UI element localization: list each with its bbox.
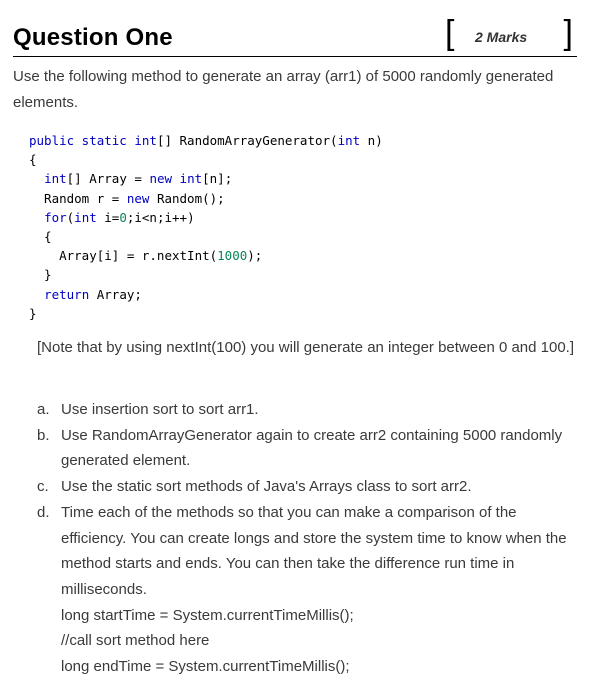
code-line: } xyxy=(29,305,37,321)
question-header xyxy=(13,14,577,57)
list-item-text: Use insertion sort to sort arr1. xyxy=(61,401,259,418)
code-line: Array[i] = r.nextInt(1000); xyxy=(29,248,263,264)
list-marker: b. xyxy=(37,426,50,444)
list-item-text: Use RandomArrayGenerator again to create arr2 containing 5000 randomly generated element. xyxy=(61,426,563,470)
list-item xyxy=(37,500,582,680)
list-item-text: Time each of the methods so that you can make a comparison of the efficiency. You can create longs and store the system time to know when the method starts and ends. You can then take the difference run time in milliseconds. xyxy=(61,503,567,598)
code-line: { xyxy=(29,152,37,168)
list-marker: c. xyxy=(37,478,49,496)
code-line: int[] Array = new int[n]; xyxy=(44,171,233,187)
code-line: Random r = new Random(); xyxy=(29,190,225,206)
list-item xyxy=(37,423,582,474)
note-text: [Note that by using nextInt(100) you will generate an integer between 0 and 100.] xyxy=(37,339,575,356)
list-marker: d. xyxy=(37,503,50,521)
code-block xyxy=(29,131,383,323)
list-item xyxy=(37,397,582,423)
code-line: { xyxy=(29,229,52,245)
list-item xyxy=(37,474,582,500)
code-line: } xyxy=(29,267,52,283)
right-bracket: ] xyxy=(563,14,573,52)
marks-label: 2 Marks xyxy=(475,29,528,45)
snippet-line: long endTime = System.currentTimeMillis(); xyxy=(61,658,350,676)
list-item-text: Use the static sort methods of Java's Arrays class to sort arr2. xyxy=(61,478,472,496)
list-marker: a. xyxy=(37,401,50,418)
code-line: return Array; xyxy=(44,286,142,302)
question-title: Question One xyxy=(13,24,173,51)
code-line: public static int[] RandomArrayGenerator(int n) xyxy=(29,133,383,148)
task-list xyxy=(37,397,582,680)
marks-box xyxy=(445,14,573,54)
snippet-line: //call sort method here xyxy=(61,632,210,650)
intro-text: Use the following method to generate an array (arr1) of 5000 randomly generated elements. xyxy=(13,68,554,111)
snippet-line: long startTime = System.currentTimeMillis(); xyxy=(61,606,354,624)
code-line: for(int i=0;i<n;i++) xyxy=(44,209,195,225)
left-bracket: [ xyxy=(445,14,455,52)
